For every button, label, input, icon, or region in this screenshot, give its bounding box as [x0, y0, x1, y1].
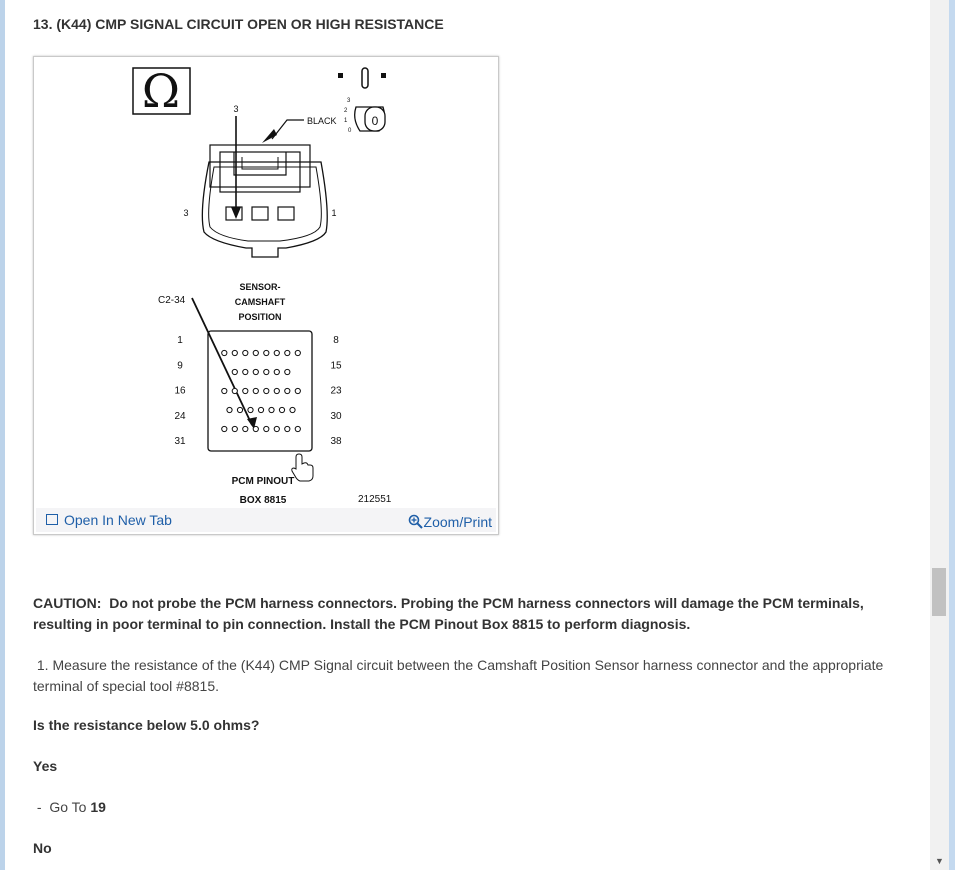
hand-cursor-icon	[292, 454, 313, 481]
connector-left-pin: 3	[183, 208, 189, 218]
figure-number: 212551	[358, 494, 392, 505]
zoom-print-link[interactable]	[408, 512, 492, 530]
pcm-pin	[243, 426, 248, 431]
diagnostic-question: Is the resistance below 5.0 ohms?	[33, 717, 260, 733]
ign-pos-0: 0	[348, 128, 352, 134]
goto-prefix: Go To	[49, 799, 87, 815]
pcm-pin	[232, 369, 237, 374]
pinout-left-number: 16	[174, 385, 186, 397]
pcm-pin	[253, 369, 258, 374]
caution-label: CAUTION:	[33, 595, 102, 611]
pcm-pin	[248, 407, 253, 412]
left-window-edge	[0, 0, 5, 870]
sensor-label-3: POSITION	[238, 312, 282, 322]
open-new-tab-label: Open In New Tab	[64, 512, 172, 528]
pinout-left-number: 31	[174, 436, 186, 448]
ign-pos-2: 2	[344, 108, 348, 114]
pcm-pin	[232, 426, 237, 431]
yes-label: Yes	[33, 758, 58, 774]
pcm-pin	[285, 426, 290, 431]
camshaft-sensor-connector	[202, 145, 327, 257]
pcm-pin	[222, 426, 227, 431]
pinout-right-number: 23	[330, 385, 342, 397]
step-title: 13. (K44) CMP SIGNAL CIRCUIT OPEN OR HIGH RESISTANCE	[33, 16, 444, 32]
ignition-switch-icon	[338, 68, 386, 134]
new-tab-icon	[46, 514, 58, 525]
pinout-right-number: 30	[330, 410, 342, 422]
pcm-pin	[274, 369, 279, 374]
pcm-pin	[290, 407, 295, 412]
pcm-pin	[232, 350, 237, 355]
ign-pos-1: 1	[344, 118, 348, 124]
pcm-pin	[285, 350, 290, 355]
pcm-pin	[295, 388, 300, 393]
pinout-right-number: 8	[333, 335, 339, 346]
pinout-label-1: PCM PINOUT	[231, 476, 295, 487]
measure-text: 1. Measure the resistance of the (K44) CMP Signal circuit between the Camshaft Position Sensor harness connector and the appropriate terminal of special tool #8815.	[33, 657, 884, 694]
pcm-pin	[237, 407, 242, 412]
pcm-callout: C2-34	[158, 295, 186, 306]
figure-footer	[36, 508, 496, 532]
pinout-left-number: 1	[177, 335, 183, 346]
color-leader	[272, 120, 304, 139]
pcm-pin	[264, 350, 269, 355]
cavity-callout: 3	[233, 104, 239, 114]
cavity-arrow	[231, 207, 241, 219]
pcm-pin	[274, 350, 279, 355]
pcm-pin	[274, 388, 279, 393]
pinout-right-numbers	[330, 335, 342, 447]
pcm-pin	[253, 350, 258, 355]
pinout-label-2: BOX 8815	[239, 495, 287, 506]
connector-right-pin: 1	[331, 208, 337, 218]
scroll-up-button[interactable]	[930, 0, 949, 17]
pcm-pin	[258, 407, 263, 412]
color-arrow	[262, 129, 277, 143]
pcm-pin	[264, 369, 269, 374]
pinout-right-number: 38	[330, 436, 342, 448]
pinout-left-number: 9	[177, 360, 183, 372]
scroll-thumb[interactable]	[932, 568, 946, 616]
diagnostic-figure	[33, 56, 499, 535]
no-label: No	[33, 840, 52, 856]
zoom-print-label: Zoom/Print	[423, 514, 492, 530]
scroll-down-button[interactable]: ▼	[935, 856, 944, 866]
pcm-pin	[243, 369, 248, 374]
ign-pos-3: 3	[347, 98, 351, 104]
pcm-pin	[264, 426, 269, 431]
pinout-pins	[222, 350, 301, 431]
pcm-pin	[222, 350, 227, 355]
pcm-pin	[243, 388, 248, 393]
pcm-pin	[274, 426, 279, 431]
pinout-left-number: 24	[174, 410, 186, 422]
zoom-icon	[408, 514, 423, 529]
pcm-pin	[295, 426, 300, 431]
goto-step-link[interactable]: 19	[90, 799, 106, 815]
sensor-label-2: CAMSHAFT	[234, 297, 286, 307]
caution-text: Do not probe the PCM harness connectors. Probing the PCM harness connectors will damage the PCM terminals, resulting in poor terminal to pin connection. Install the PCM Pinout Box 8815 to perform diagnosis.	[33, 595, 864, 632]
sensor-label-1: SENSOR-	[239, 282, 281, 292]
pcm-pin	[227, 407, 232, 412]
figure-drawing[interactable]	[34, 57, 498, 507]
ohmmeter-symbol	[133, 64, 190, 118]
pinout-right-number: 15	[330, 360, 342, 372]
measure-step	[33, 655, 903, 697]
right-window-edge	[949, 0, 955, 870]
pcm-pin	[269, 407, 274, 412]
pcm-pin	[295, 350, 300, 355]
pcm-pin	[222, 388, 227, 393]
yes-goto: - Go To 19	[33, 799, 106, 815]
pcm-pin	[285, 388, 290, 393]
pinout-left-numbers	[174, 335, 186, 447]
connector-color: BLACK	[307, 116, 337, 126]
ign-state: 0	[371, 114, 379, 128]
pcm-pin	[253, 426, 258, 431]
pcm-pin	[243, 350, 248, 355]
ohm-glyph: Ω	[141, 64, 181, 118]
pcm-pin	[279, 407, 284, 412]
pcm-pin	[264, 388, 269, 393]
pcm-pin	[232, 388, 237, 393]
open-new-tab-link[interactable]	[46, 512, 172, 528]
pcm-pin	[285, 369, 290, 374]
caution-note	[33, 593, 903, 635]
pcm-pin	[253, 388, 258, 393]
vertical-scrollbar[interactable]	[930, 0, 949, 870]
